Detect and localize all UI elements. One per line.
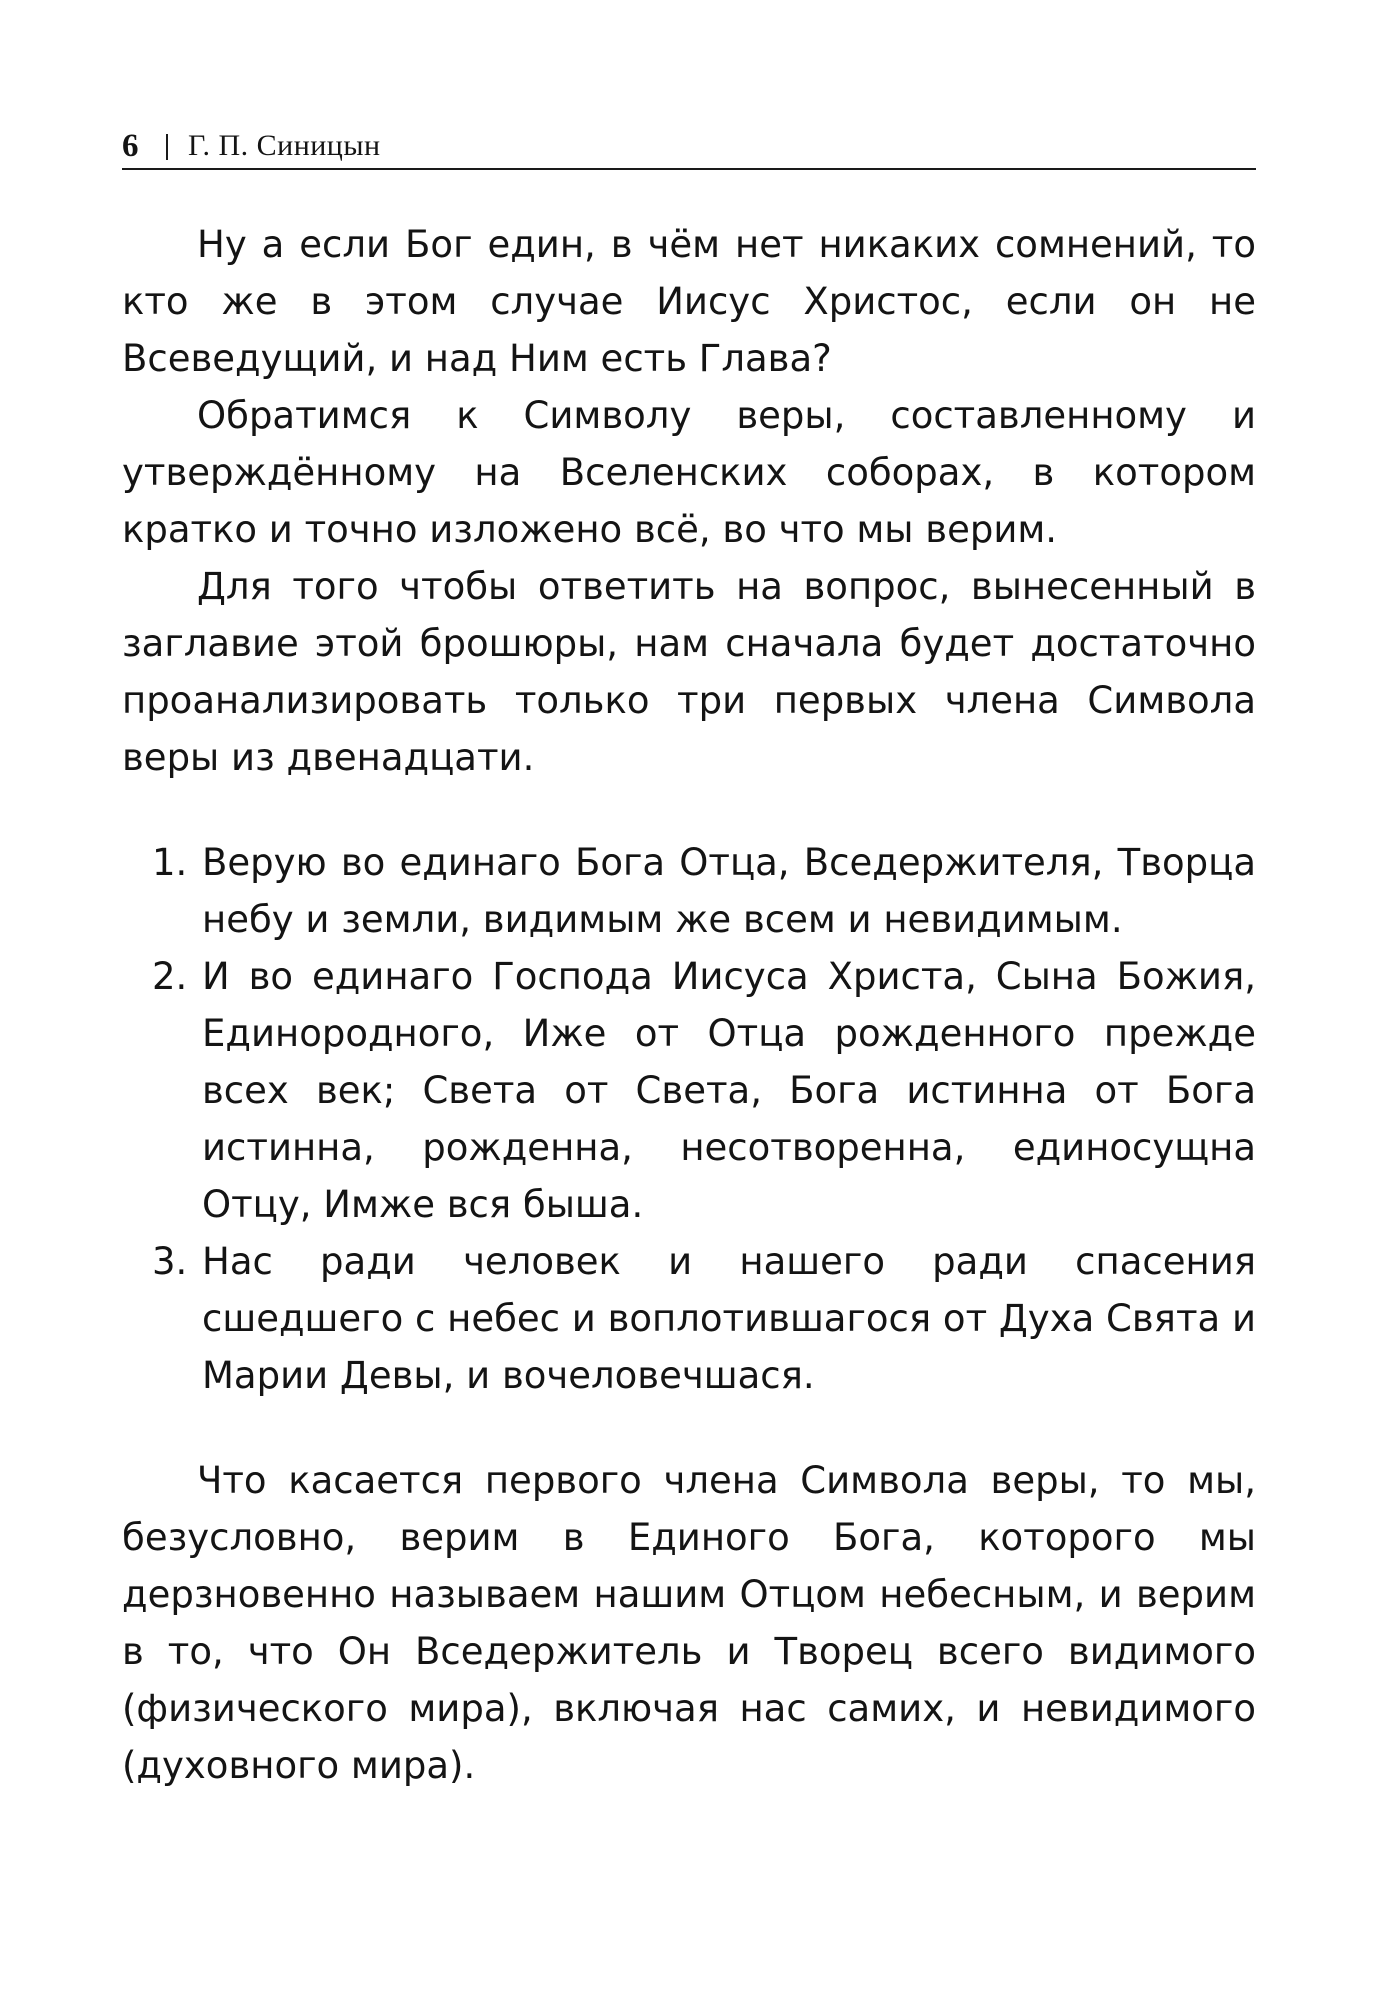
running-header <box>122 126 1256 170</box>
page-number: 6 <box>122 128 139 164</box>
creed-item <box>122 948 1256 1233</box>
paragraph: Для того чтобы ответить на вопрос, вынесенный в заглавие этой брошюры, нам сначала будет достаточно проанализировать только три первых члена Символа веры из двенадцати. <box>122 565 1256 779</box>
creed-list <box>122 834 1256 1404</box>
creed-item-number: 3. <box>152 1240 188 1283</box>
closing-paragraph: Что касается первого члена Символа веры, то мы, безусловно, верим в Единого Бога, которого мы дерзновенно называем нашим Отцом небесным, и верим в то, что Он Вседержитель и Творец всего видимого (физического мира), включая нас самих, и невидимого (духовного мира). <box>122 1459 1256 1787</box>
header-separator <box>166 134 168 160</box>
paragraph: Ну а если Бог един, в чём нет никаких сомнений, то кто же в этом случае Иисус Христос, если он не Всеведущий, и над Ним есть Глава? <box>122 223 1256 380</box>
creed-item <box>122 1233 1256 1404</box>
creed-item-text: И во единаго Господа Иисуса Христа, Сына Божия, Единородного, Иже от Отца рожденного прежде всех век; Света от Света, Бога истинна от Бога истинна, рожденна, несотворенна, единосущна Отцу, Имже вся быша. <box>202 955 1256 1226</box>
paragraph: Обратимся к Символу веры, составленному и утверждённому на Вселенских соборах, в котором кратко и точно изложено всё, во что мы верим. <box>122 394 1256 551</box>
creed-item-text: Верую во единаго Бога Отца, Вседержителя, Творца небу и земли, видимым же всем и невидимым. <box>202 841 1256 941</box>
creed-item <box>122 834 1256 948</box>
creed-item-text: Нас ради человек и нашего ради спасения сшедшего с небес и воплотившагося от Духа Свята и Марии Девы, и вочеловечшася. <box>202 1240 1256 1397</box>
creed-item-number: 1. <box>152 841 188 884</box>
author-name: Г. П. Синицын <box>188 129 381 162</box>
page-body <box>122 216 1256 1794</box>
creed-item-number: 2. <box>152 955 188 998</box>
